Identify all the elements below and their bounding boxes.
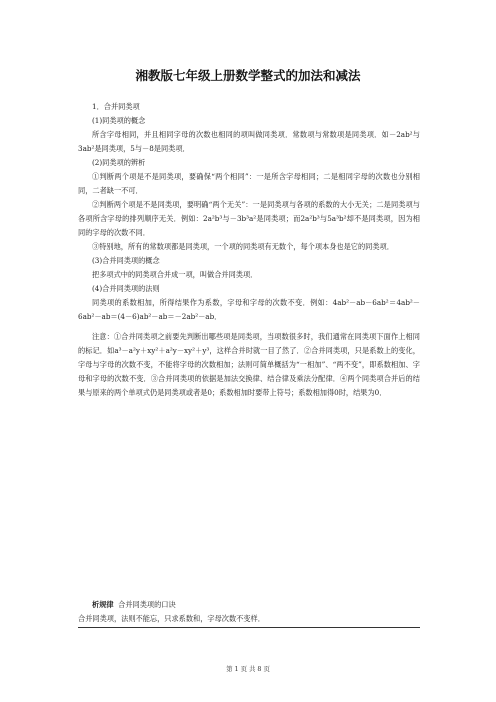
note-paragraph: 注意：①合并同类项之前要先判断出哪些项是同类项，当项数很多时，我们通常在同类项下面作上相同的标记．如a³－a²y＋xy²＋a²y－xy²＋y³，这样合并时就一目了然了．②合并同类项，只是系数上的变化，字母与字母的次数不变，不能将字母的次数相加；法则可简单概括为“一相加”、“两不变”，即系数相加、字母和字母的次数不变．③合并同类项的依据是加法交换律、结合律及乘法分配律．④两个同类项合并后的结果与原来的两个单项式仍是同类项或者是0；系数相加时要带上符号；系数相加得0时，结果为0． <box>78 332 420 397</box>
tip-label: 析规律 <box>92 600 114 609</box>
section-heading: 1．合并同类项 <box>92 102 140 111</box>
paragraph: ②判断两个项是不是同类项，要明确“两个无关”：一是同类项与各项的系数的大小无关；二是同类项与各项所含字母的排列顺序无关．例如：2a²b³与－3b³a²是同类项；而2a²b³与5a³b²却不是同类项，因为相同的字母的次数不同． <box>78 200 420 237</box>
tip-text: 合并同类项，法则不能忘，只求系数和，字母次数不变样． <box>78 614 265 623</box>
tip-title: 合并同类项的口诀 <box>118 600 176 609</box>
paragraph: 同类项的系数相加，所得结果作为系数，字母和字母的次数不变．例如：4ab²－ab－6ab²＝4ab²－6ab²－ab＝(4－6)ab²－ab＝－2ab²－ab． <box>78 298 420 321</box>
document-body <box>78 100 420 400</box>
paragraph: 把多项式中的同类项合并成一项，叫做合并同类项． <box>92 270 258 279</box>
paragraph: ①判断两个项是不是同类项，要确保“两个相同”：一是所含字母相同；二是相同字母的次数也分别相同，二者缺一不可． <box>78 172 420 195</box>
page-footer: 第 1 页 共 8 页 <box>226 665 270 673</box>
subsection-heading: (1)同类项的概念 <box>92 116 146 125</box>
document-title: 湘教版七年级上册数学整式的加法和减法 <box>135 68 361 83</box>
tip-divider <box>78 627 420 628</box>
subsection-heading: (2)同类项的辨析 <box>92 158 146 167</box>
paragraph: ③特别地，所有的常数项都是同类项，一个项的同类项有无数个，每个项本身也是它的同类项． <box>92 242 394 251</box>
subsection-heading: (3)合并同类项的概念 <box>92 256 160 265</box>
paragraph: 所含字母相同，并且相同字母的次数也相同的项叫做同类项．常数项与常数项是同类项．如－2ab²与3ab²是同类项，5与－8是同类项． <box>78 130 420 153</box>
tip-box <box>78 598 420 626</box>
tip-heading <box>78 598 420 612</box>
subsection-heading: (4)合并同类项的法则 <box>92 284 160 293</box>
